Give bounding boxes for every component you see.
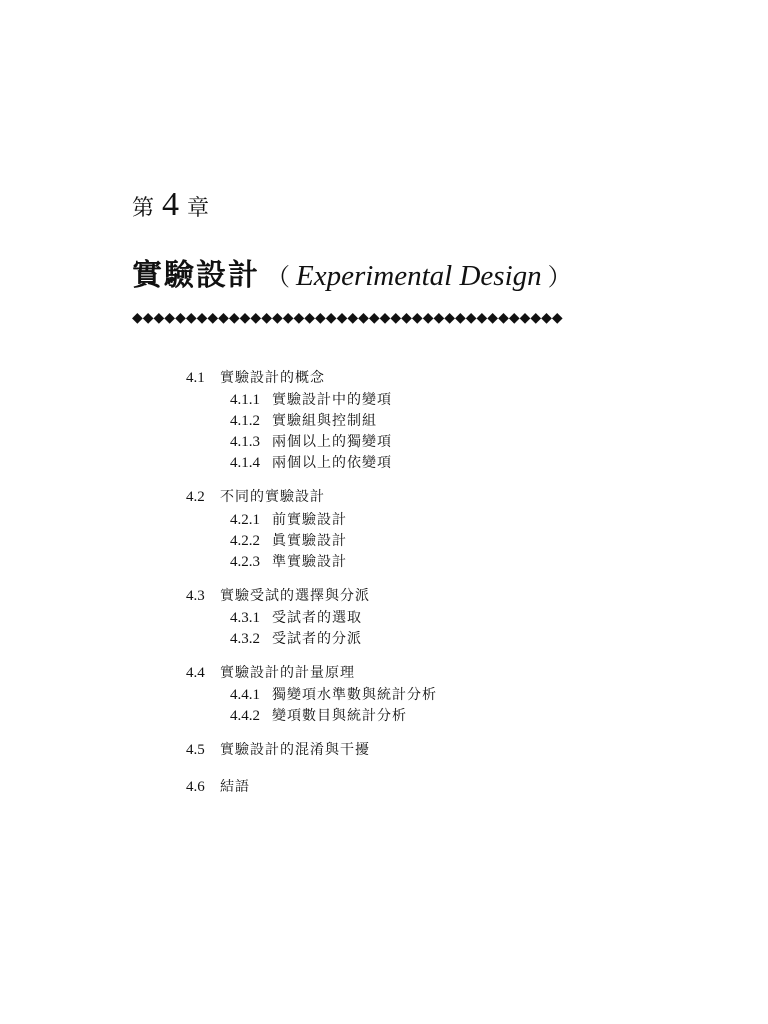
toc-number: 4.2 [186, 489, 205, 505]
toc-section [186, 585, 370, 605]
toc-subsection [230, 452, 392, 472]
paren-close: ） [547, 263, 572, 291]
toc-title: 結語 [220, 779, 250, 795]
toc-title: 實驗設計的概念 [220, 370, 325, 386]
toc-subsection [230, 607, 362, 627]
toc-subsection [230, 509, 347, 529]
toc-title: 實驗設計的混淆與干擾 [220, 742, 370, 758]
toc-section [186, 486, 325, 506]
toc-number: 4.1.1 [230, 392, 260, 408]
toc-title: 實驗設計的計量原理 [220, 665, 355, 681]
toc-number: 4.4 [186, 665, 205, 681]
toc-title: 獨變項水準數與統計分析 [272, 687, 437, 703]
toc-title: 眞實驗設計 [272, 533, 347, 549]
chapter-title [132, 250, 578, 294]
toc-number: 4.1 [186, 370, 205, 386]
toc-number: 4.5 [186, 742, 205, 758]
chapter-suffix: 章 [187, 196, 210, 221]
toc-title: 實驗設計中的變項 [272, 392, 392, 408]
toc-title: 準實驗設計 [272, 554, 347, 570]
chapter-number: 4 [162, 186, 180, 223]
toc-number: 4.2.3 [230, 554, 260, 570]
toc-number: 4.2.1 [230, 512, 260, 528]
toc-number: 4.3.2 [230, 631, 260, 647]
paren-open: （ [266, 263, 290, 291]
diamond-divider: ◆◆◆◆◆◆◆◆◆◆◆◆◆◆◆◆◆◆◆◆◆◆◆◆◆◆◆◆◆◆◆◆◆◆◆◆◆◆◆◆ [132, 310, 563, 326]
toc-subsection [230, 530, 347, 550]
toc-title: 前實驗設計 [272, 512, 347, 528]
toc-section [186, 662, 355, 682]
toc-title: 不同的實驗設計 [220, 489, 325, 505]
toc-subsection [230, 628, 362, 648]
chapter-title-en: Experimental Design [296, 260, 542, 292]
toc-number: 4.6 [186, 779, 205, 795]
toc-title: 實驗受試的選擇與分派 [220, 588, 370, 604]
toc-number: 4.3.1 [230, 610, 260, 626]
toc-title: 變項數目與統計分析 [272, 708, 407, 724]
toc-number: 4.4.1 [230, 687, 260, 703]
chapter-title-zh: 實驗設計 [132, 258, 260, 293]
chapter-prefix: 第 [132, 196, 155, 221]
toc-number: 4.2.2 [230, 533, 260, 549]
toc-title: 兩個以上的依變項 [272, 455, 392, 471]
chapter-label [132, 188, 209, 222]
toc-subsection [230, 410, 377, 430]
toc-number: 4.3 [186, 588, 205, 604]
toc-subsection [230, 684, 437, 704]
toc-subsection [230, 431, 392, 451]
toc-subsection [230, 389, 392, 409]
toc-number: 4.1.3 [230, 434, 260, 450]
toc-subsection [230, 551, 347, 571]
toc-number: 4.1.4 [230, 455, 260, 471]
toc-title: 實驗組與控制組 [272, 413, 377, 429]
toc-number: 4.1.2 [230, 413, 260, 429]
toc-section [186, 367, 325, 387]
toc-subsection [230, 705, 407, 725]
toc-section [186, 776, 250, 796]
toc-title: 受試者的選取 [272, 610, 362, 626]
toc-title: 受試者的分派 [272, 631, 362, 647]
toc-title: 兩個以上的獨變項 [272, 434, 392, 450]
toc-section [186, 739, 370, 759]
toc-number: 4.4.2 [230, 708, 260, 724]
